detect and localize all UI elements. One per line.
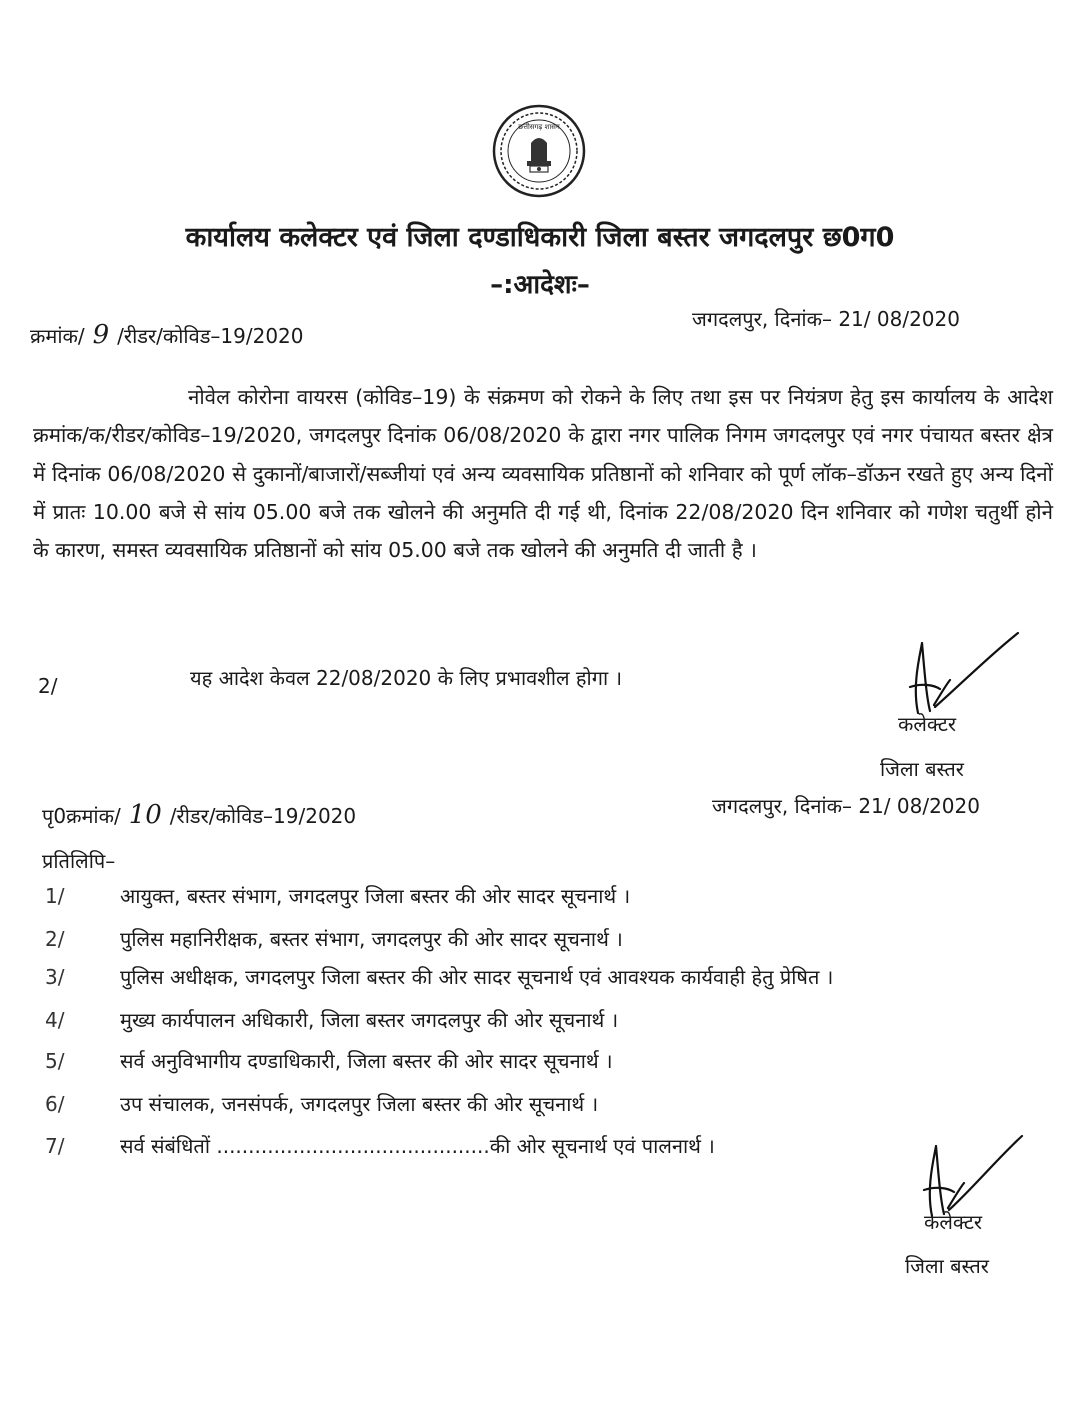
signature-1-designation: कलेक्टर [898, 712, 957, 736]
order-number-prefix: क्रमांक/ [30, 324, 85, 348]
copy-number [42, 800, 356, 830]
point-2-number: 2/ [38, 674, 58, 698]
copy-list-item [45, 963, 1060, 990]
order-place-date: जगदलपुर, दिनांक– 21/ 08/2020 [692, 307, 960, 331]
order-title: –:आदेशः– [490, 270, 590, 300]
copy-item-number: 4/ [45, 1008, 65, 1032]
copy-item-text: सर्व संबंधितों ...........................................की ओर सूचनार्थ एवं पालनार्थ । [120, 1134, 715, 1158]
copy-item-number: 6/ [45, 1092, 65, 1116]
copy-number-suffix: /रीडर/कोविड–19/2020 [169, 804, 357, 828]
handwritten-number: 9 [92, 320, 110, 350]
copy-item-text: सर्व अनुविभागीय दण्डाधिकारी, जिला बस्तर की ओर सादर सूचनार्थ । [120, 1049, 613, 1073]
office-title: कार्यालय कलेक्टर एवं जिला दण्डाधिकारी जिला बस्तर जगदलपुर छ0ग0 [185, 222, 895, 253]
copy-item-number: 1/ [45, 884, 65, 908]
copy-item-text: पुलिस महानिरीक्षक, बस्तर संभाग, जगदलपुर की ओर सादर सूचनार्थ । [120, 927, 623, 951]
copy-number-prefix: पृ0क्रमांक/ [42, 804, 121, 828]
order-body-text: नोवेल कोरोना वायरस (कोविड–19) के संक्रमण को रोकने के लिए तथा इस पर नियंत्रण हेतु इस कार्यालय के आदेश क्रमांक/क/रीडर/कोविड–19/2020, जगदलपुर दिनांक 06/08/2020 के द्वारा नगर पालिक निगम जगदलपुर एवं नगर पंचायत बस्तर क्षेत्र में दिनांक 06/08/2020 से दुकानों/बाजारों/सब्जीयां एवं अन्य व्यवसायिक प्रतिष्ठानों को शनिवार को पूर्ण लॉक–डॉऊन रखते हुए अन्य दिनों में प्रातः 10.00 बजे से सांय 05.00 बजे तक खोलने की अनुमति दी गई थी, दिनांक 22/08/2020 दिन शनिवार को गणेश चतुर्थी होने के कारण, समस्त व्यवसायिक प्रतिष्ठानों को सांय 05.00 बजे तक खोलने की अनुमति दी जाती है । [33, 385, 1053, 563]
government-seal-icon [491, 103, 587, 199]
copy-handwritten-number: 10 [128, 800, 162, 830]
copy-item-number: 3/ [45, 965, 65, 989]
copy-item-text: मुख्य कार्यपालन अधिकारी, जिला बस्तर जगदलपुर की ओर सूचनार्थ । [120, 1008, 619, 1032]
copy-list-item [45, 1132, 1060, 1159]
copy-list-item [45, 1090, 1060, 1117]
signature-1-icon [900, 625, 1025, 720]
signature-2-designation: कलेक्टर [924, 1210, 983, 1234]
copy-item-text: आयुक्त, बस्तर संभाग, जगदलपुर जिला बस्तर की ओर सादर सूचनार्थ । [120, 884, 631, 908]
signature-2-district: जिला बस्तर [905, 1254, 989, 1278]
copy-list-item [45, 882, 1060, 909]
point-2-text: यह आदेश केवल 22/08/2020 के लिए प्रभावशील होगा । [190, 666, 623, 690]
copy-item-text: पुलिस अधीक्षक, जगदलपुर जिला बस्तर की ओर सादर सूचनार्थ एवं आवश्यक कार्यवाही हेतु प्रेषित । [120, 965, 834, 989]
copy-list-item [45, 925, 1060, 952]
svg-text:छत्तीसगढ़ शासन: छत्तीसगढ़ शासन [518, 123, 560, 131]
copy-list-item [45, 1047, 1060, 1074]
copy-item-number: 5/ [45, 1049, 65, 1073]
copy-item-number: 2/ [45, 927, 65, 951]
copy-place-date: जगदलपुर, दिनांक– 21/ 08/2020 [712, 794, 980, 818]
copy-item-number: 7/ [45, 1134, 65, 1158]
copy-item-text: उप संचालक, जनसंपर्क, जगदलपुर जिला बस्तर की ओर सूचनार्थ । [120, 1092, 599, 1116]
copy-list-item [45, 1006, 1060, 1033]
copy-heading: प्रतिलिपि– [42, 849, 116, 873]
signature-1-district: जिला बस्तर [880, 757, 964, 781]
order-number-suffix: /रीडर/कोविड–19/2020 [117, 324, 304, 348]
order-body [33, 378, 1053, 569]
order-number [30, 320, 304, 350]
